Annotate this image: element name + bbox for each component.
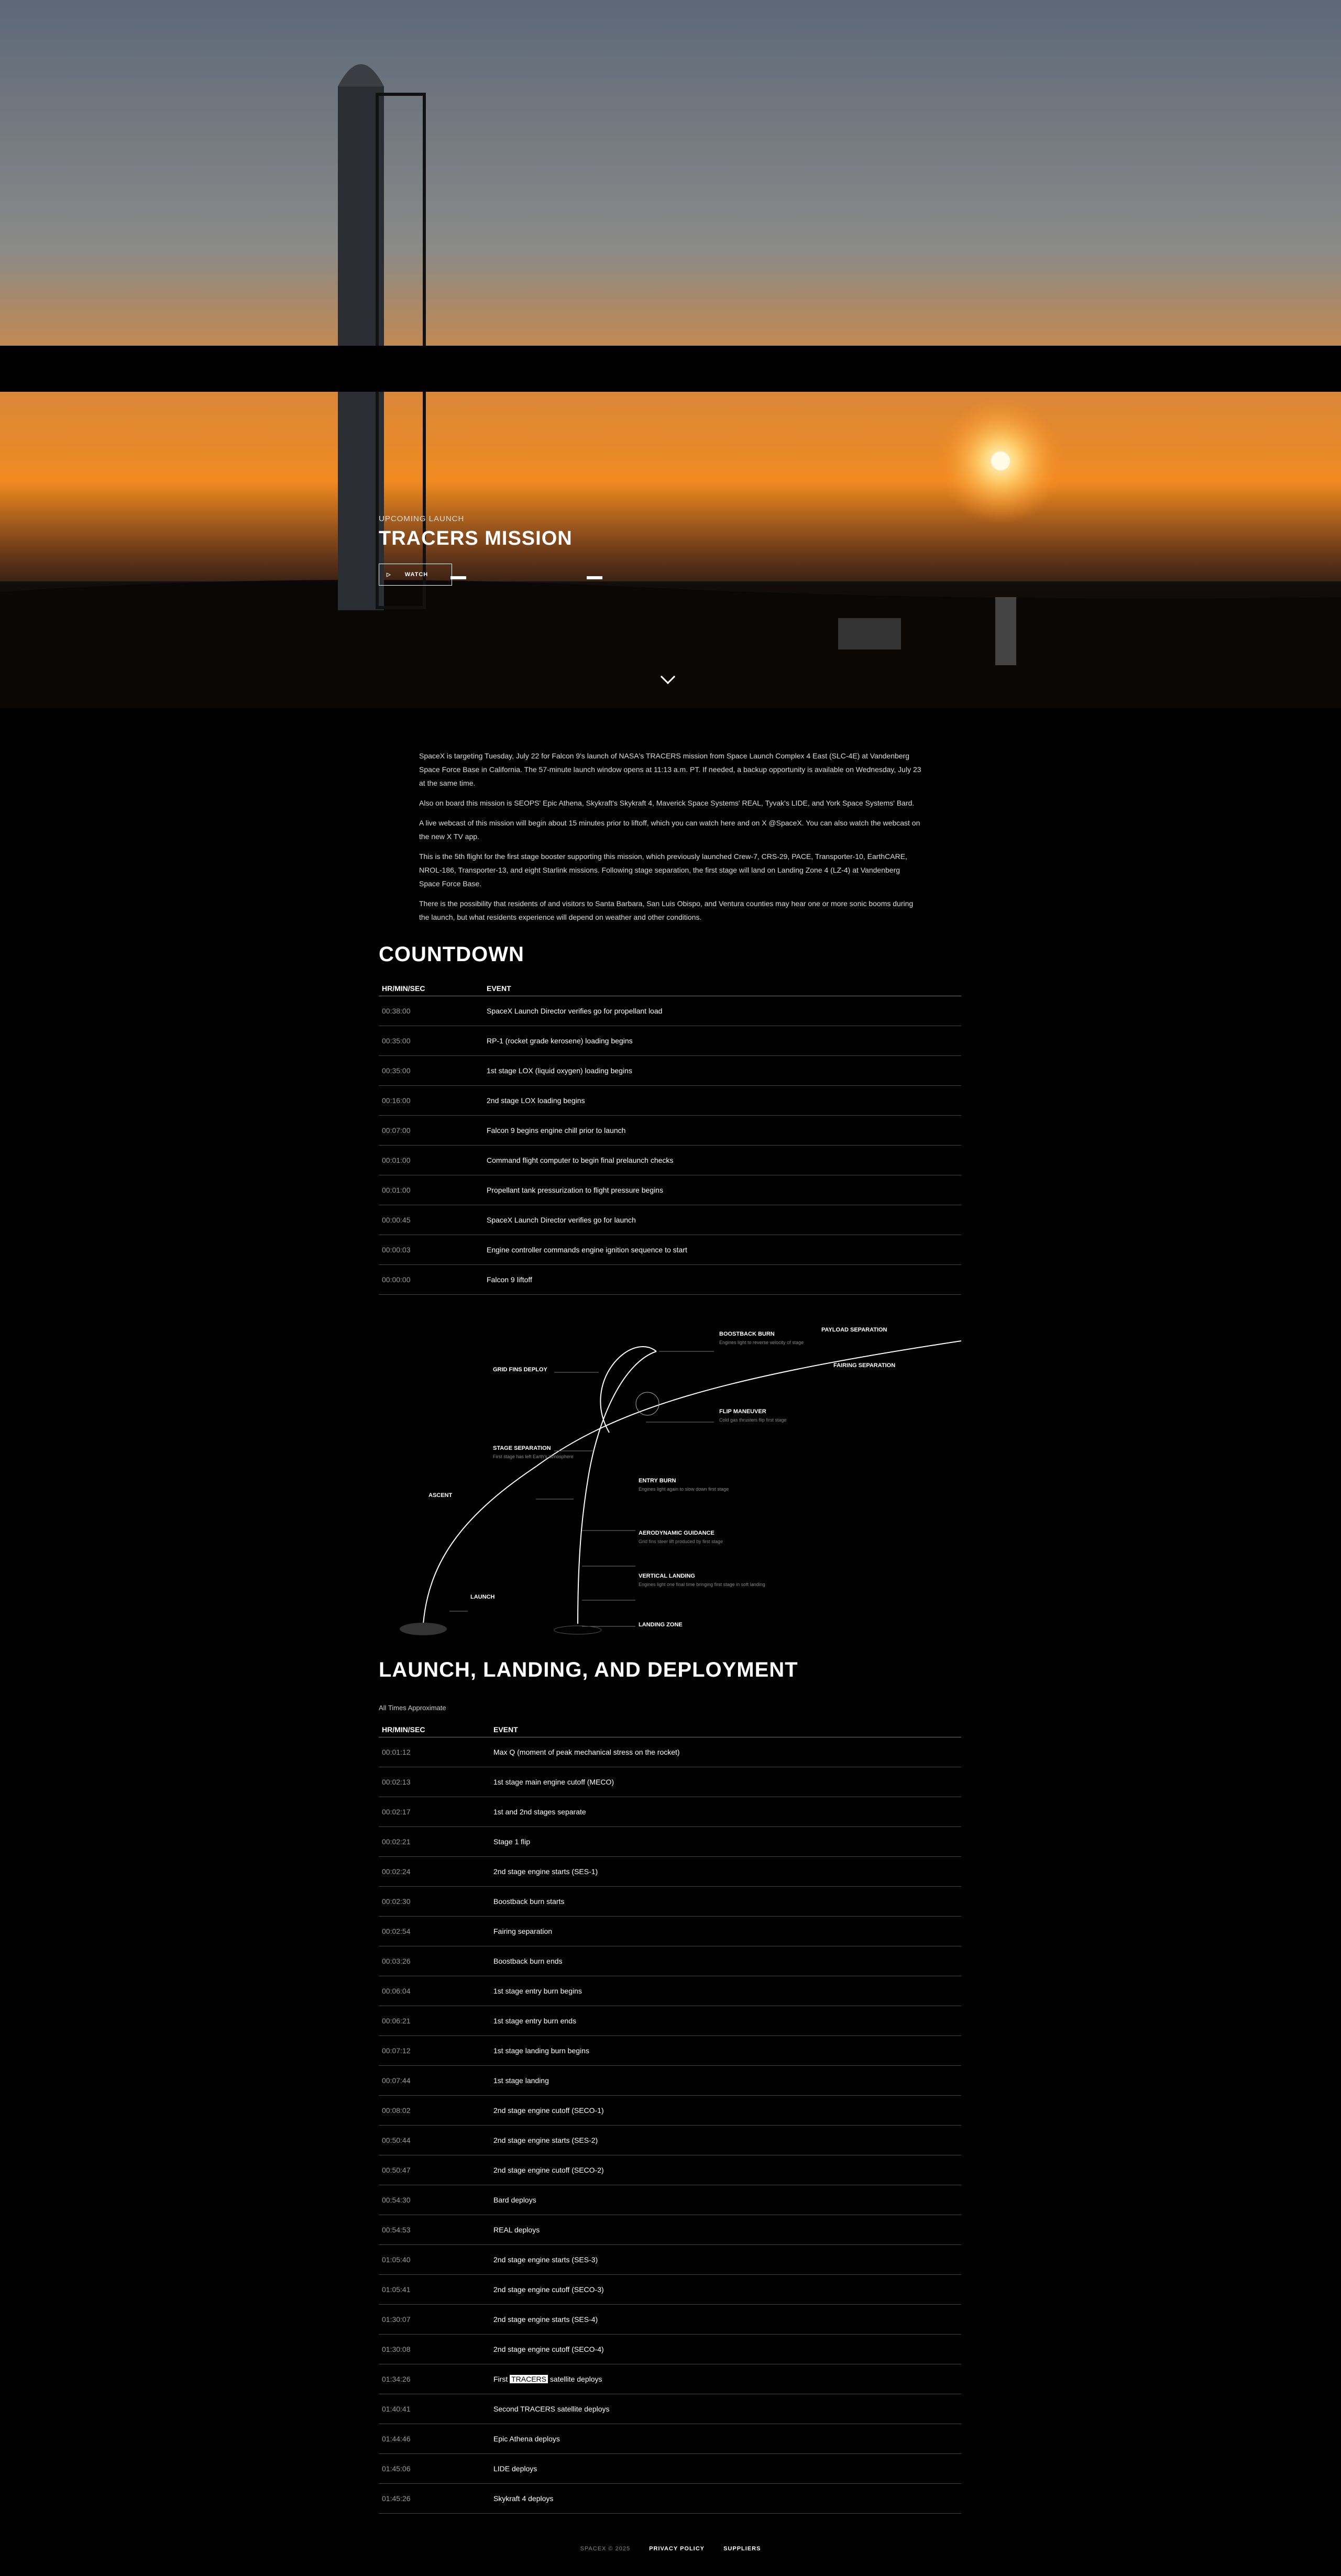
row-event: 1st stage landing — [490, 2065, 961, 2095]
table-row — [379, 2334, 961, 2364]
row-event: 1st stage main engine cutoff (MECO) — [490, 1767, 961, 1797]
table-row — [379, 2065, 961, 2095]
row-event: Falcon 9 liftoff — [483, 1264, 961, 1294]
label-stage-separation: STAGE SEPARATION — [493, 1445, 551, 1451]
row-time: 00:06:04 — [379, 1976, 490, 2006]
row-time: 00:16:00 — [379, 1085, 483, 1115]
row-time: 00:54:30 — [379, 2185, 490, 2215]
row-event: Max Q (moment of peak mechanical stress on the rocket) — [490, 1737, 961, 1767]
intro-paragraph: A live webcast of this mission will begin about 15 minutes prior to liftoff, which you can watch here and on X @SpaceX. You can also watch the webcast on the new X TV app. — [419, 819, 920, 841]
privacy-policy-link[interactable]: PRIVACY POLICY — [649, 2546, 705, 2552]
row-time: 00:08:02 — [379, 2095, 490, 2125]
row-event: 1st stage LOX (liquid oxygen) loading begins — [483, 1055, 961, 1085]
table-row — [379, 2006, 961, 2035]
intro-paragraph: SpaceX is targeting Tuesday, July 22 for Falcon 9's launch of NASA's TRACERS mission from Space Launch Complex 4 East (SLC-4E) at Vandenberg Space Force Base in California. The 57-minute launch window opens at 11:13 a.m. PT. If needed, a backup opportunity is available on Wednesday, July 23 at the same time. — [419, 752, 921, 787]
row-event: Second TRACERS satellite deploys — [490, 2394, 961, 2424]
row-time: 00:54:53 — [379, 2215, 490, 2244]
row-time: 01:30:07 — [379, 2304, 490, 2334]
table-row — [379, 1026, 961, 1055]
label-landing-zone: LANDING ZONE — [639, 1622, 683, 1628]
table-row — [379, 1826, 961, 1856]
event-text: satellite deploys — [548, 2374, 602, 2383]
table-row — [379, 1856, 961, 1886]
label-entry-burn: ENTRY BURN — [639, 1478, 676, 1484]
row-time: 01:34:26 — [379, 2364, 490, 2394]
landing-table — [379, 1723, 961, 2514]
label-vertical-landing: VERTICAL LANDING — [639, 1573, 695, 1579]
watch-label: WATCH — [404, 571, 428, 578]
row-time: 00:02:21 — [379, 1826, 490, 1856]
table-row — [379, 1235, 961, 1264]
row-time: 01:45:26 — [379, 2483, 490, 2513]
flight-profile-diagram — [379, 1320, 961, 1645]
row-event: Boostback burn starts — [490, 1886, 961, 1916]
watch-button[interactable] — [379, 564, 452, 586]
col-time-header: HR/MIN/SEC — [379, 1723, 490, 1737]
row-time: 00:02:30 — [379, 1886, 490, 1916]
row-event: 1st stage landing burn begins — [490, 2035, 961, 2065]
desc-boostback: Engines light to reverse velocity of stage — [719, 1340, 804, 1345]
row-event: Epic Athena deploys — [490, 2424, 961, 2453]
row-time: 00:01:00 — [379, 1145, 483, 1175]
row-event: Falcon 9 begins engine chill prior to launch — [483, 1115, 961, 1145]
desc-aero-guidance: Grid fins steer lift produced by first stage — [639, 1539, 723, 1544]
table-row — [379, 2215, 961, 2244]
mission-title: TRACERS MISSION — [379, 527, 573, 549]
desc-entry-burn: Engines light again to slow down first stage — [639, 1487, 729, 1492]
table-row — [379, 2155, 961, 2185]
row-time: 01:05:41 — [379, 2274, 490, 2304]
table-row — [379, 1205, 961, 1235]
table-row — [379, 1737, 961, 1767]
table-row — [379, 2274, 961, 2304]
row-time: 00:02:54 — [379, 1916, 490, 1946]
table-row — [379, 996, 961, 1026]
mission-description — [419, 749, 922, 930]
table-row — [379, 1946, 961, 1976]
footer — [0, 2546, 1341, 2552]
landing-title: LAUNCH, LANDING, AND DEPLOYMENT — [379, 1658, 798, 1681]
row-event: REAL deploys — [490, 2215, 961, 2244]
countdown-section — [379, 943, 961, 1295]
row-event: Fairing separation — [490, 1916, 961, 1946]
table-row — [379, 1055, 961, 1085]
table-row — [379, 1886, 961, 1916]
row-event: 2nd stage engine starts (SES-2) — [490, 2125, 961, 2155]
table-row — [379, 2424, 961, 2453]
event-highlight: TRACERS — [510, 2375, 548, 2383]
label-flip: FLIP MANEUVER — [719, 1408, 766, 1415]
row-time: 00:01:12 — [379, 1737, 490, 1767]
table-row — [379, 1145, 961, 1175]
row-event: 2nd stage engine starts (SES-4) — [490, 2304, 961, 2334]
ascent-trajectory — [423, 1341, 961, 1624]
copyright: SPACEX © 2025 — [580, 2546, 631, 2552]
row-time: 00:07:44 — [379, 2065, 490, 2095]
row-event: 2nd stage engine cutoff (SECO-3) — [490, 2274, 961, 2304]
row-time: 00:02:24 — [379, 1856, 490, 1886]
play-icon: ▷ — [387, 571, 391, 578]
row-event: 2nd stage engine cutoff (SECO-4) — [490, 2334, 961, 2364]
header-bar — [0, 346, 1341, 392]
row-time: 00:06:21 — [379, 2006, 490, 2035]
row-time: 00:35:00 — [379, 1026, 483, 1055]
row-event: 1st stage entry burn begins — [490, 1976, 961, 2006]
hero-eyebrow: UPCOMING LAUNCH — [379, 514, 465, 523]
launch-landing-section — [379, 1658, 961, 2514]
desc-flip: Cold gas thrusters flip first stage — [719, 1417, 787, 1423]
table-row — [379, 1115, 961, 1145]
table-row — [379, 2364, 961, 2394]
intro-paragraph: Also on board this mission is SEOPS' Epic Athena, Skykraft's Skykraft 4, Maverick Space Systems' REAL, Tyvak's LIDE, and York Space Systems' Bard. — [419, 799, 915, 807]
table-row — [379, 2483, 961, 2513]
row-time: 01:30:08 — [379, 2334, 490, 2364]
row-event: 2nd stage engine cutoff (SECO-1) — [490, 2095, 961, 2125]
label-payload-separation: PAYLOAD SEPARATION — [821, 1327, 887, 1333]
table-row — [379, 2035, 961, 2065]
row-event: 1st stage entry burn ends — [490, 2006, 961, 2035]
hero — [0, 0, 1341, 708]
table-row — [379, 1175, 961, 1205]
table-row — [379, 2453, 961, 2483]
landing-pad — [554, 1626, 601, 1634]
row-event: 2nd stage engine cutoff (SECO-2) — [490, 2155, 961, 2185]
hero-content — [379, 514, 573, 586]
row-time: 00:07:00 — [379, 1115, 483, 1145]
times-approx-note: All Times Approximate — [379, 1704, 446, 1712]
row-time: 00:35:00 — [379, 1055, 483, 1085]
label-aero-guidance: AERODYNAMIC GUIDANCE — [639, 1530, 715, 1536]
label-fairing-separation: FAIRING SEPARATION — [833, 1362, 896, 1369]
row-event: RP-1 (rocket grade kerosene) loading begins — [483, 1026, 961, 1055]
row-time: 00:00:45 — [379, 1205, 483, 1235]
flip-maneuver-icon — [636, 1392, 659, 1415]
row-time: 00:50:44 — [379, 2125, 490, 2155]
table-row — [379, 1767, 961, 1797]
table-row — [379, 2185, 961, 2215]
boostback-arc — [600, 1347, 656, 1433]
table-row — [379, 2125, 961, 2155]
row-event: Skykraft 4 deploys — [490, 2483, 961, 2513]
row-time: 00:07:12 — [379, 2035, 490, 2065]
row-time: 00:02:17 — [379, 1797, 490, 1826]
row-event: SpaceX Launch Director verifies go for launch — [483, 1205, 961, 1235]
desc-stage-separation: First stage has left Earth's atmosphere — [493, 1454, 574, 1459]
row-event: 2nd stage engine starts (SES-1) — [490, 1856, 961, 1886]
table-row — [379, 1264, 961, 1294]
countdown-title: COUNTDOWN — [379, 943, 524, 966]
row-event: 1st and 2nd stages separate — [490, 1797, 961, 1826]
row-event: Stage 1 flip — [490, 1826, 961, 1856]
row-time: 00:00:03 — [379, 1235, 483, 1264]
col-event-header: EVENT — [490, 1723, 961, 1737]
row-event — [490, 2364, 961, 2394]
row-time: 00:38:00 — [379, 996, 483, 1026]
table-row — [379, 1797, 961, 1826]
table-row — [379, 1085, 961, 1115]
table-row — [379, 2304, 961, 2334]
label-boostback: BOOSTBACK BURN — [719, 1331, 775, 1337]
desc-vertical-landing: Engines light one final time bringing first stage in soft landing — [639, 1582, 765, 1587]
row-time: 01:05:40 — [379, 2244, 490, 2274]
table-row — [379, 2095, 961, 2125]
table-row — [379, 1976, 961, 2006]
intro-paragraph: This is the 5th flight for the first stage booster supporting this mission, which previously launched Crew-7, CRS-29, PACE, Transporter-10, EarthCARE, NROL-186, Transporter-13, and eight Starlink missions. Following stage separation, the first stage will land on Landing Zone 4 (LZ-4) at Vandenberg Space Force Base. — [419, 852, 907, 888]
row-time: 00:01:00 — [379, 1175, 483, 1205]
row-event: SpaceX Launch Director verifies go for propellant load — [483, 996, 961, 1026]
row-event: Command flight computer to begin final prelaunch checks — [483, 1145, 961, 1175]
row-event: 2nd stage LOX loading begins — [483, 1085, 961, 1115]
table-row — [379, 2394, 961, 2424]
event-text: First — [493, 2374, 510, 2383]
intro-paragraph: There is the possibility that residents of and visitors to Santa Barbara, San Luis Obispo, and Ventura counties may hear one or more sonic booms during the launch, but what residents experience will depend on weather and other conditions. — [419, 899, 914, 921]
row-event: Boostback burn ends — [490, 1946, 961, 1976]
label-grid-fins: GRID FINS DEPLOY — [493, 1367, 547, 1373]
row-event: 2nd stage engine starts (SES-3) — [490, 2244, 961, 2274]
table-row — [379, 2244, 961, 2274]
row-event: Propellant tank pressurization to flight pressure begins — [483, 1175, 961, 1205]
label-ascent: ASCENT — [428, 1492, 453, 1499]
row-event: Engine controller commands engine ignition sequence to start — [483, 1235, 961, 1264]
row-time: 01:45:06 — [379, 2453, 490, 2483]
col-time-header: HR/MIN/SEC — [379, 982, 483, 996]
row-time: 01:44:46 — [379, 2424, 490, 2453]
row-time: 01:40:41 — [379, 2394, 490, 2424]
row-time: 00:02:13 — [379, 1767, 490, 1797]
col-event-header: EVENT — [483, 982, 961, 996]
launch-pad — [400, 1623, 447, 1635]
label-launch: LAUNCH — [470, 1594, 495, 1600]
row-event: LIDE deploys — [490, 2453, 961, 2483]
suppliers-link[interactable]: SUPPLIERS — [723, 2546, 761, 2552]
row-time: 00:03:26 — [379, 1946, 490, 1976]
row-time: 00:50:47 — [379, 2155, 490, 2185]
row-event: Bard deploys — [490, 2185, 961, 2215]
table-row — [379, 1916, 961, 1946]
row-time: 00:00:00 — [379, 1264, 483, 1294]
countdown-table — [379, 982, 961, 1295]
